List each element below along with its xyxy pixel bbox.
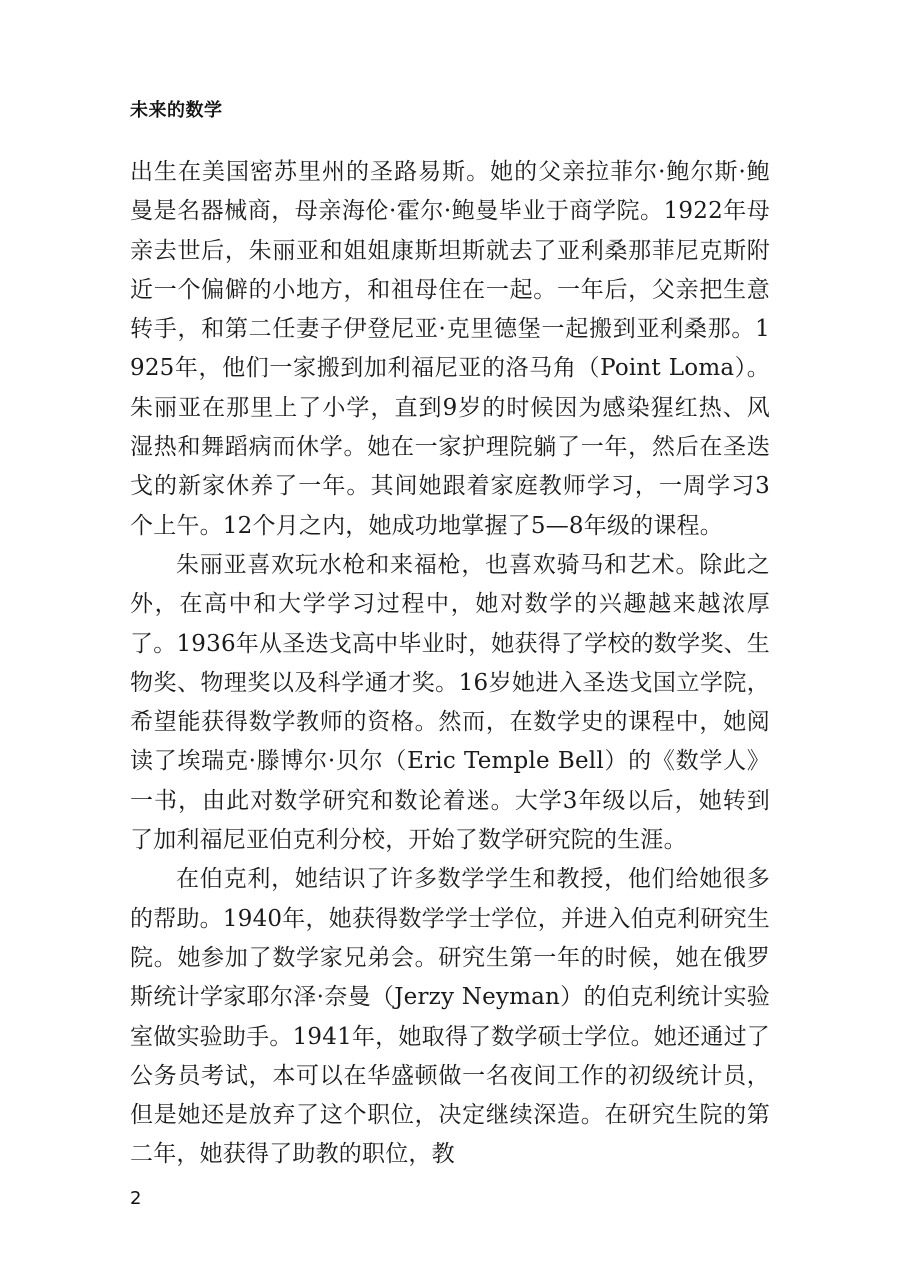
paragraph-2: 朱丽亚喜欢玩水枪和来福枪，也喜欢骑马和艺术。除此之外，在高中和大学学习过程中，她对数学的兴趣越来越浓厚了。1936年从圣迭戈高中毕业时，她获得了学校的数学奖、生物奖、物理奖以及科学通才奖。16岁她进入圣迭戈国立学院，希望能获得数学教师的资格。然而，在数学史的课程中，她阅读了埃瑞克·滕博尔·贝尔（Eric Temple Bell）的《数学人》一书，由此对数学研究和数论着迷。大学3年级以后，她转到了加利福尼亚伯克利分校，开始了数学研究院的生涯。 — [130, 551, 770, 854]
running-header: 未来的数学 — [130, 100, 223, 121]
body-text — [130, 153, 770, 1175]
paragraph-3: 在伯克利，她结识了许多数学学生和教授，他们给她很多的帮助。1940年，她获得数学学士学位，并进入伯克利研究生院。她参加了数学家兄弟会。研究生第一年的时候，她在俄罗斯统计学家耶尔泽·奈曼（Jerzy Neyman）的伯克利统计实验室做实验助手。1941年，她取得了数学硕士学位。她还通过了公务员考试，本可以在华盛顿做一名夜间工作的初级统计员，但是她还是放弃了这个职位，决定继续深造。在研究生院的第二年，她获得了助教的职位，教 — [130, 866, 770, 1168]
paragraph-1: 出生在美国密苏里州的圣路易斯。她的父亲拉菲尔·鲍尔斯·鲍曼是名器械商，母亲海伦·霍尔·鲍曼毕业于商学院。1922年母亲去世后，朱丽亚和姐姐康斯坦斯就去了亚利桑那菲尼克斯附近一个偏僻的小地方，和祖母住在一起。一年后，父亲把生意转手，和第二任妻子伊登尼亚·克里德堡一起搬到亚利桑那。1925年，他们一家搬到加利福尼亚的洛马角（Point Loma）。朱丽亚在那里上了小学，直到9岁的时候因为感染猩红热、风湿热和舞蹈病而休学。她在一家护理院躺了一年，然后在圣迭戈的新家休养了一年。其间她跟着家庭教师学习，一周学习3个上午。12个月之内，她成功地掌握了5—8年级的课程。 — [130, 159, 770, 539]
page-number: 2 — [130, 1188, 142, 1209]
